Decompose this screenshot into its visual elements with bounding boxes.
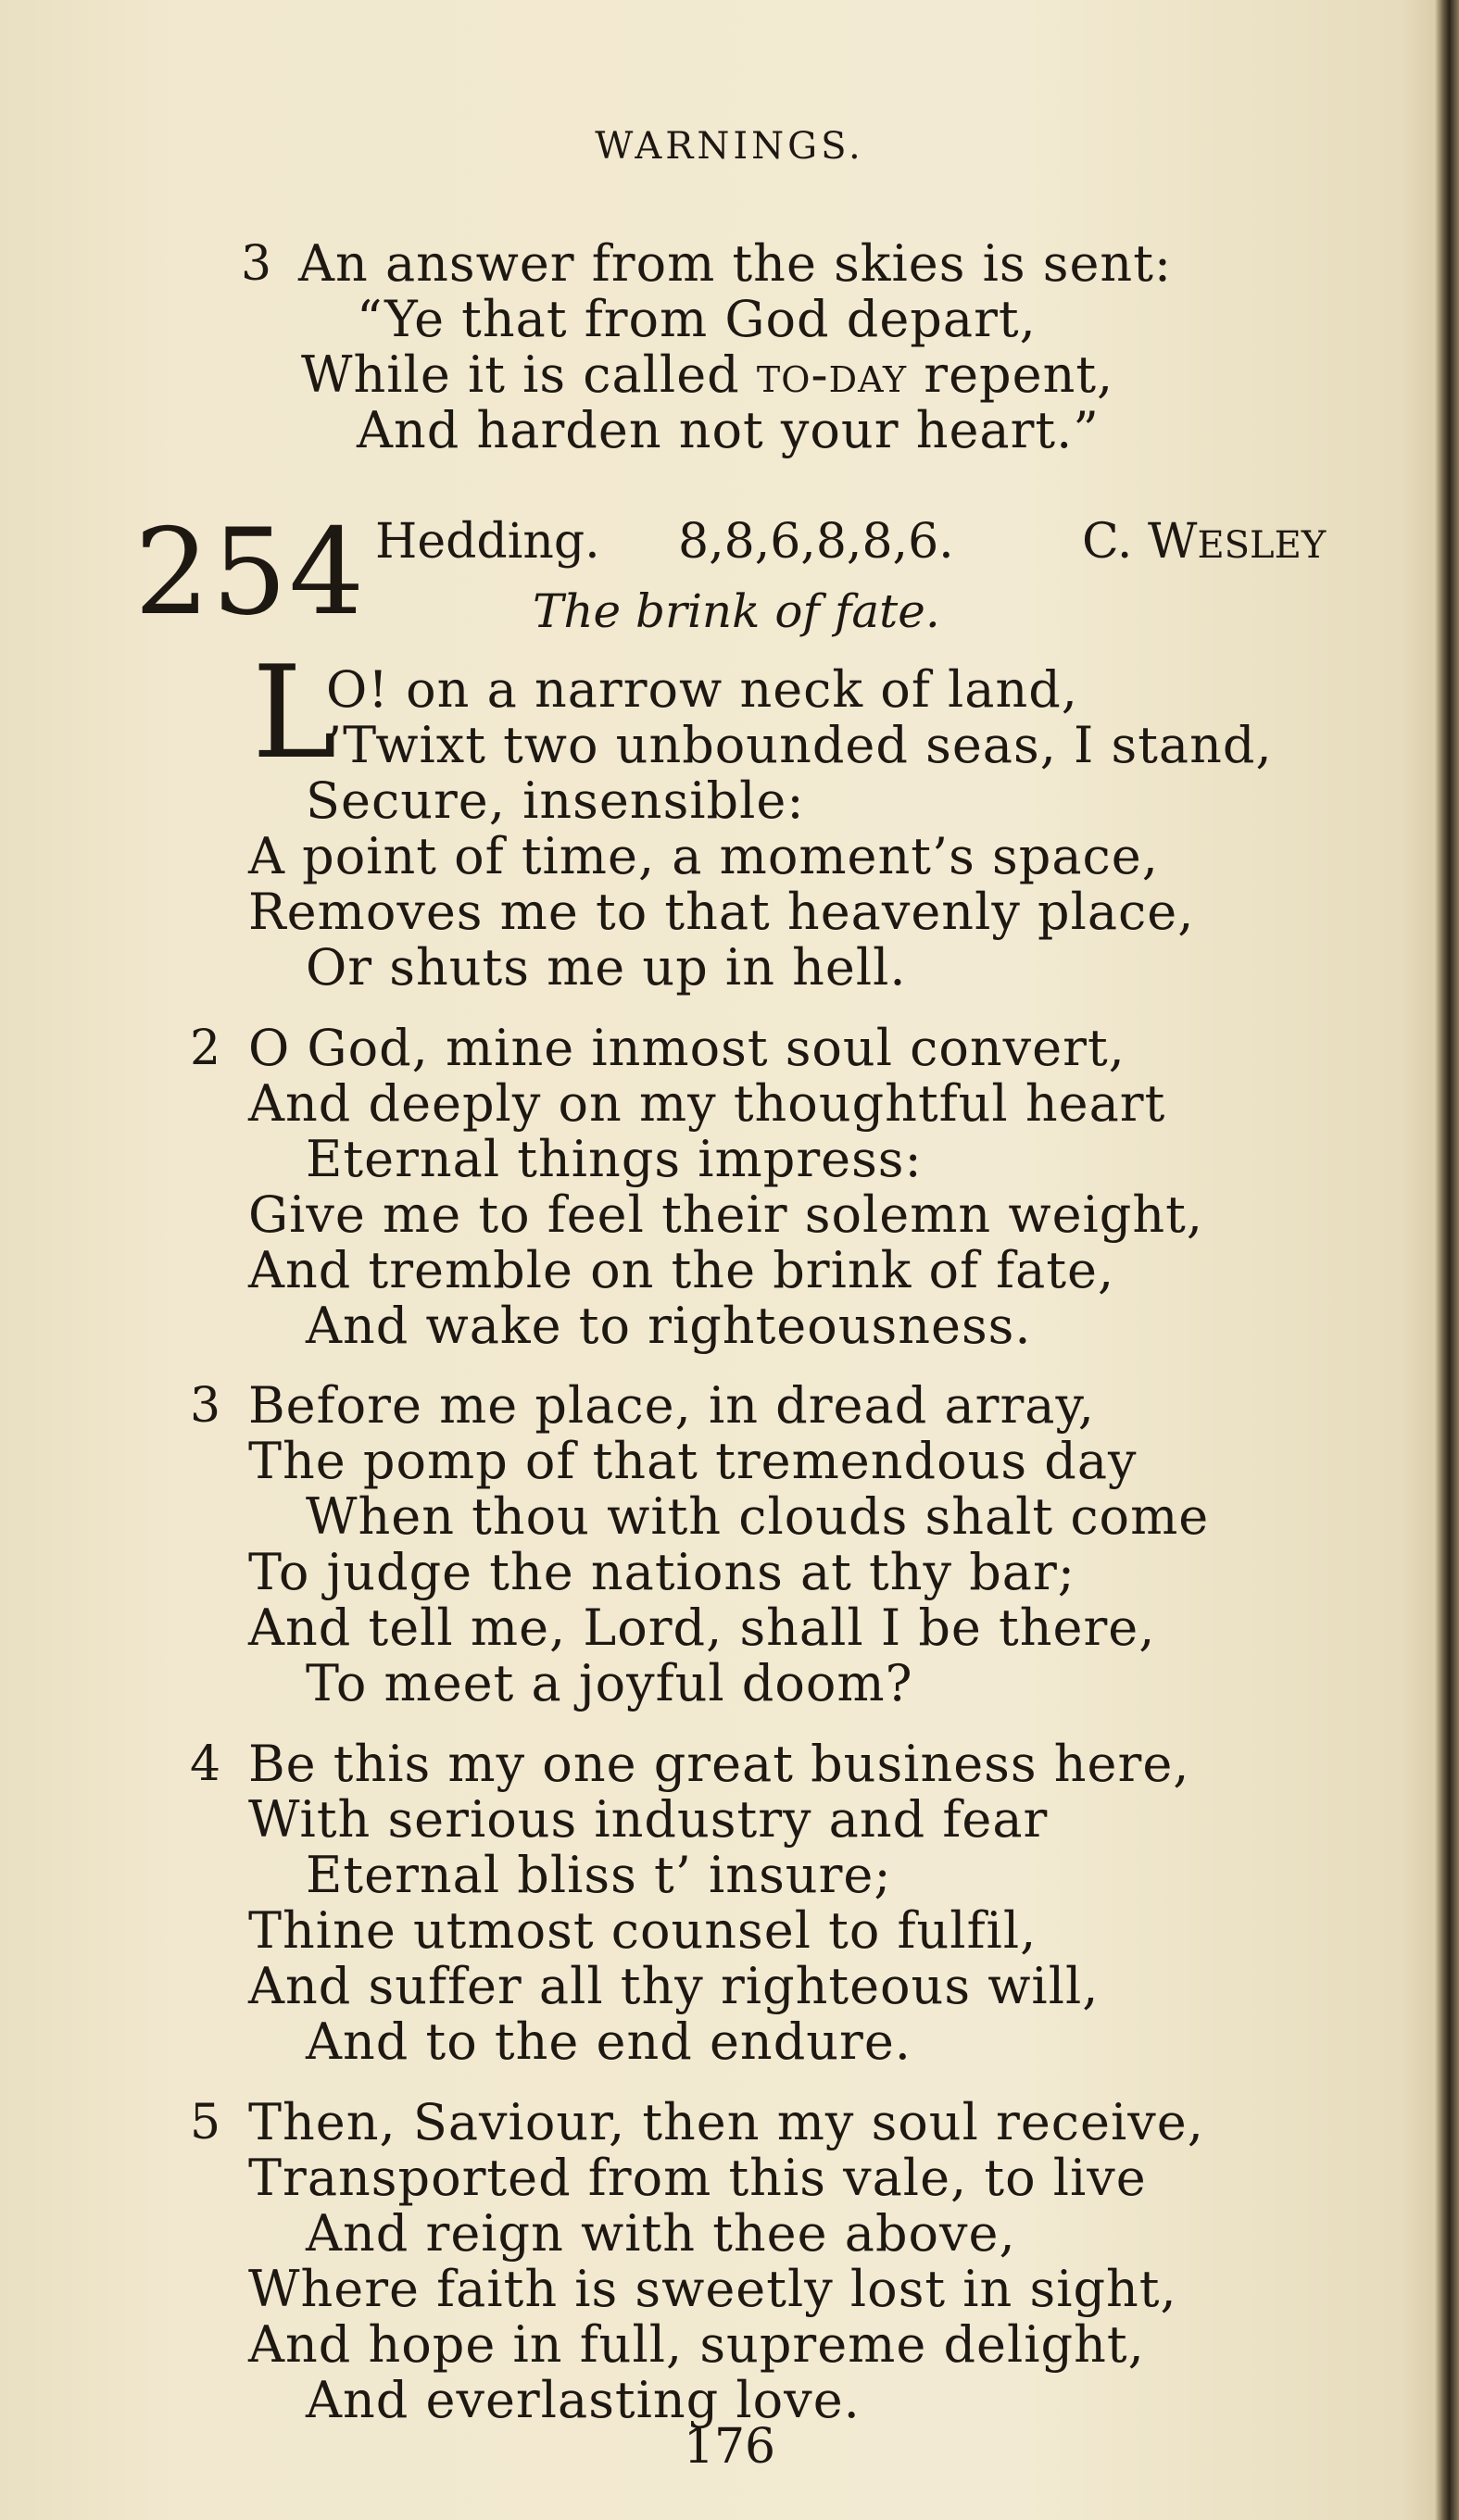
verse-line: The pomp of that tremendous day — [248, 1432, 1138, 1490]
verse-line: Eternal things impress: — [306, 1130, 923, 1188]
verse-line: Where faith is sweetly lost in sight, — [248, 2260, 1177, 2318]
verse-line: And suffer all thy righteous will, — [248, 1957, 1100, 2015]
verse-line: A point of time, a moment’s space, — [248, 827, 1159, 885]
hymn-number: 254 — [134, 504, 367, 642]
verse-line: And hope in full, supreme delight, — [248, 2315, 1145, 2374]
page-edge — [1435, 0, 1459, 2520]
verse-line: With serious industry and fear — [248, 1790, 1049, 1849]
verse-number: 3 — [190, 1378, 221, 1434]
verse-line: O! on a narrow neck of land, — [326, 660, 1078, 719]
meter: 8,8,6,8,8,6. — [678, 514, 954, 570]
verse-line: Be this my one great business here, — [248, 1735, 1190, 1793]
author: C. WESLEY — [1082, 514, 1327, 570]
hymn-subtitle: The brink of fate. — [533, 584, 940, 638]
verse-line: Or shuts me up in hell. — [306, 938, 907, 997]
verse-line: ’Twixt two unbounded seas, I stand, — [326, 716, 1273, 774]
tune-name: Hedding. — [375, 514, 600, 570]
verse-line: Give me to feel their solemn weight, — [248, 1185, 1204, 1244]
verse-line: Transported from this vale, to live — [248, 2149, 1147, 2207]
verse-line: Eternal bliss t’ insure; — [306, 1846, 892, 1904]
running-head: WARNINGS. — [595, 125, 864, 168]
verse-line: And everlasting love. — [306, 2371, 861, 2429]
verse-line: And wake to righteousness. — [306, 1297, 1032, 1355]
verse-line: An answer from the skies is sent: — [298, 234, 1173, 293]
verse-line: Secure, insensible: — [306, 771, 805, 830]
verse-number: 4 — [190, 1736, 221, 1792]
verse-line: When thou with clouds shalt come — [306, 1487, 1210, 1546]
verse-number: 2 — [190, 1021, 221, 1076]
verse-line: To meet a joyful doom? — [306, 1654, 913, 1712]
verse-line: And tell me, Lord, shall I be there, — [248, 1599, 1156, 1657]
verse-line: O God, mine inmost soul convert, — [248, 1019, 1126, 1077]
verse-line: Then, Saviour, then my soul receive, — [248, 2093, 1204, 2151]
verse-line: And to the end endure. — [306, 2012, 912, 2071]
verse-line: And deeply on my thoughtful heart — [248, 1074, 1166, 1133]
verse-number: 3 — [241, 236, 272, 292]
page-number: 176 — [683, 2419, 776, 2475]
verse-line: “Ye that from God depart, — [357, 290, 1037, 348]
verse-number: 5 — [190, 2095, 221, 2150]
verse-line: To judge the nations at thy bar; — [248, 1543, 1075, 1601]
verse-line: And reign with thee above, — [306, 2204, 1016, 2263]
drop-cap: L — [252, 638, 337, 787]
verse-line: Removes me to that heavenly place, — [248, 883, 1195, 941]
verse-line: Thine utmost counsel to fulfil, — [248, 1901, 1038, 1960]
verse-line: While it is called to-day repent, — [301, 345, 1114, 404]
verse-line: And harden not your heart.” — [357, 401, 1100, 459]
verse-line: Before me place, in dread array, — [248, 1376, 1095, 1435]
verse-line: And tremble on the brink of fate, — [248, 1241, 1115, 1299]
